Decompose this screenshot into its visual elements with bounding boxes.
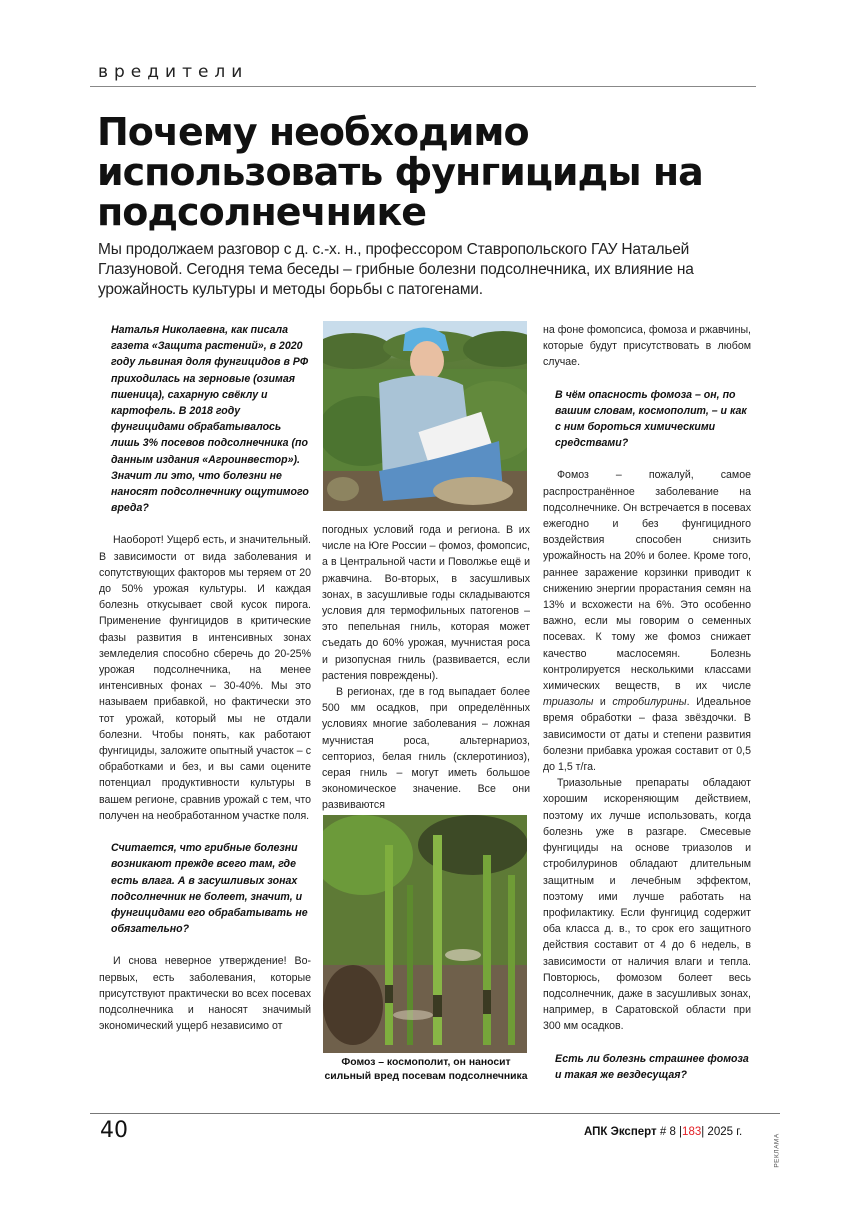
ad-mark-text: РЕКЛАМА (773, 1133, 781, 1168)
column-1 (99, 322, 311, 1034)
advertisement-mark (772, 1130, 782, 1174)
issue-number: 183 (682, 1126, 702, 1138)
answer-3 (543, 467, 751, 775)
question-3: В чём опасность фомоза – он, по вашим словам, космополит, – и как с ним бороться химическими средствами? (555, 388, 747, 450)
question-2: Считается, что грибные болезни возникают прежде всего там, где есть влага. А в засушливых зонах подсолнечник не болеет, значит, и фунгицидами его обрабатывать не обязательно? (111, 842, 308, 936)
issue-info (584, 1126, 742, 1138)
photo-phomosis-sunflower (323, 815, 527, 1053)
answer-1: Наоборот! Ущерб есть, и значительный. В зависимости от вида заболевания и сопутствующих факторов мы теряем от 20 до 50% урожая культуры. И каждая болезнь откусывает свой кусок пирога. Применение фунгицидов в критические фазы развития в интенсивных зонах земледелия способно сберечь до 20-25% урожая подсолнечника, на менее интенсивных фонах – 30-40%. Мы это называем прибавкой, но фактически это тот урожай, который мы не отдали болезни. Чтобы понять, как работают фунгициды, заложите опытный участок – с обработками и без, и вы сами оцените потенциал продуктивности культуры в вашем регионе, сравнив урожай с тем, что получен на необработанном участке поля. (99, 534, 311, 822)
term-strobilurins: стробилурины (612, 696, 687, 709)
answer-2: И снова неверное утверждение! Во-первых, есть заболевания, которые присутствуют практически во всех посевах подсолнечника и наносят значимый экономический ущерб независимо от (99, 955, 311, 1033)
page-number: 40 (100, 1118, 128, 1143)
paragraph-3-1: на фоне фомопсиса, фомоза и ржавчины, которые будут присутствовать в любом случае. (543, 324, 751, 369)
top-divider (90, 86, 756, 87)
article-title: Почему необходимо использовать фунгициды на подсолнечнике (97, 110, 703, 234)
article-lead: Мы продолжаем разговор с д. с.-х. н., профессором Ставропольского ГАУ Натальей Глазуновой. Сегодня тема беседы – грибные болезни подсолнечника, их влияние на урожайность культуры и методы борьбы с патогенами. (98, 241, 694, 298)
term-triazoles: триазолы (543, 696, 594, 709)
scientist-photo-illustration (323, 321, 527, 511)
bottom-divider (90, 1113, 780, 1114)
issue-prefix: # 8 | (656, 1126, 683, 1138)
question-4: Есть ли болезнь страшнее фомоза и такая же вездесущая? (555, 1052, 749, 1081)
answer-3-text-2: . Идеальное время обработки – фаза звёздочки. В зависимости от даты и степени развития болезни прибавка урожая составит от 0,5 до 1,5 т/га. (543, 696, 751, 774)
column-3 (543, 322, 751, 1083)
paragraph-2-1: погодных условий года и региона. В их числе на Юге России – фомоз, фомопсис, а в Центральной части и Поволжье ещё и ржавчина. Во-вторых, в засушливых зонах, в засушливые годы складываются условия для термофильных патогенов – это пепельная гниль, которая может съедать до 60% урожая, мучнистая роса и ризопусная гниль (развивается, если растения повреждены). (322, 524, 530, 682)
answer-4: Триазольные препараты обладают хорошим искореняющим действием, поэтому их лучше использовать, когда болезнь уже в разгаре. Смесевые фунгициды на основе триазолов и стробилуринов обладают длительным защитным и лечебным эффектом, поэтому ими лучше работать на профилактику. Если фунгицид содержит оба класса д. в., то срок его защитного действия составит от 4 до 6 недель, в зависимости от наличия влаги и тепла. Повторюсь, фомозом болеет весь подсолнечник, даже в засушливых зонах, например, в Саратовской области при 300 мм осадков. (543, 777, 751, 1033)
section-label: вредители (98, 62, 249, 82)
sunflower-stems-illustration (323, 815, 527, 1053)
photo-scientist-in-field (323, 321, 527, 511)
answer-3-text-1: Фомоз – пожалуй, самое распространённое заболевание на подсолнечнике. Он встречается в посевах ежегодно и без фунгицидного воздействия способен снизить урожайность на 20% и более. Кроме того, раннее заражение корзинки приводит к снижению энергии прорастания семян на 13% и всхожести на 6%. Это особенно важно, если мы говорим о семенных посевах. К тому же фомоз снижает качество маслосемян. Болезнь контролируется несколькими классами химических веществ, в их числе (543, 469, 751, 693)
issue-suffix: | 2025 г. (701, 1126, 743, 1138)
question-1: Наталья Николаевна, как писала газета «Защита растений», в 2020 году львиная доля фунгицидов в РФ приходилась на зерновые (озимая пшеница), сахарную свёклу и картофель. В 2018 году фунгицидами обрабатывалось лишь 3% посевов подсолнечника (по данным издания «Агроинвестор»). Значит ли это, что болезни не наносят подсолнечнику ощутимого вреда? (111, 324, 309, 515)
answer-3-and: и (593, 696, 613, 709)
column-2 (322, 522, 530, 814)
paragraph-2-2: В регионах, где в год выпадает более 500 мм осадков, при определённых условиях многие заболевания – ложная мучнистая роса, альтернариоз, септориоз, белая гниль (склеротиниоз), серая гниль – могут иметь большое экономическое значение. Все они развиваются (322, 686, 530, 812)
magazine-brand: АПК Эксперт (584, 1126, 657, 1138)
photo-caption: Фомоз – космополит, он наносит сильный вред посевам подсолнечника (324, 1057, 528, 1082)
